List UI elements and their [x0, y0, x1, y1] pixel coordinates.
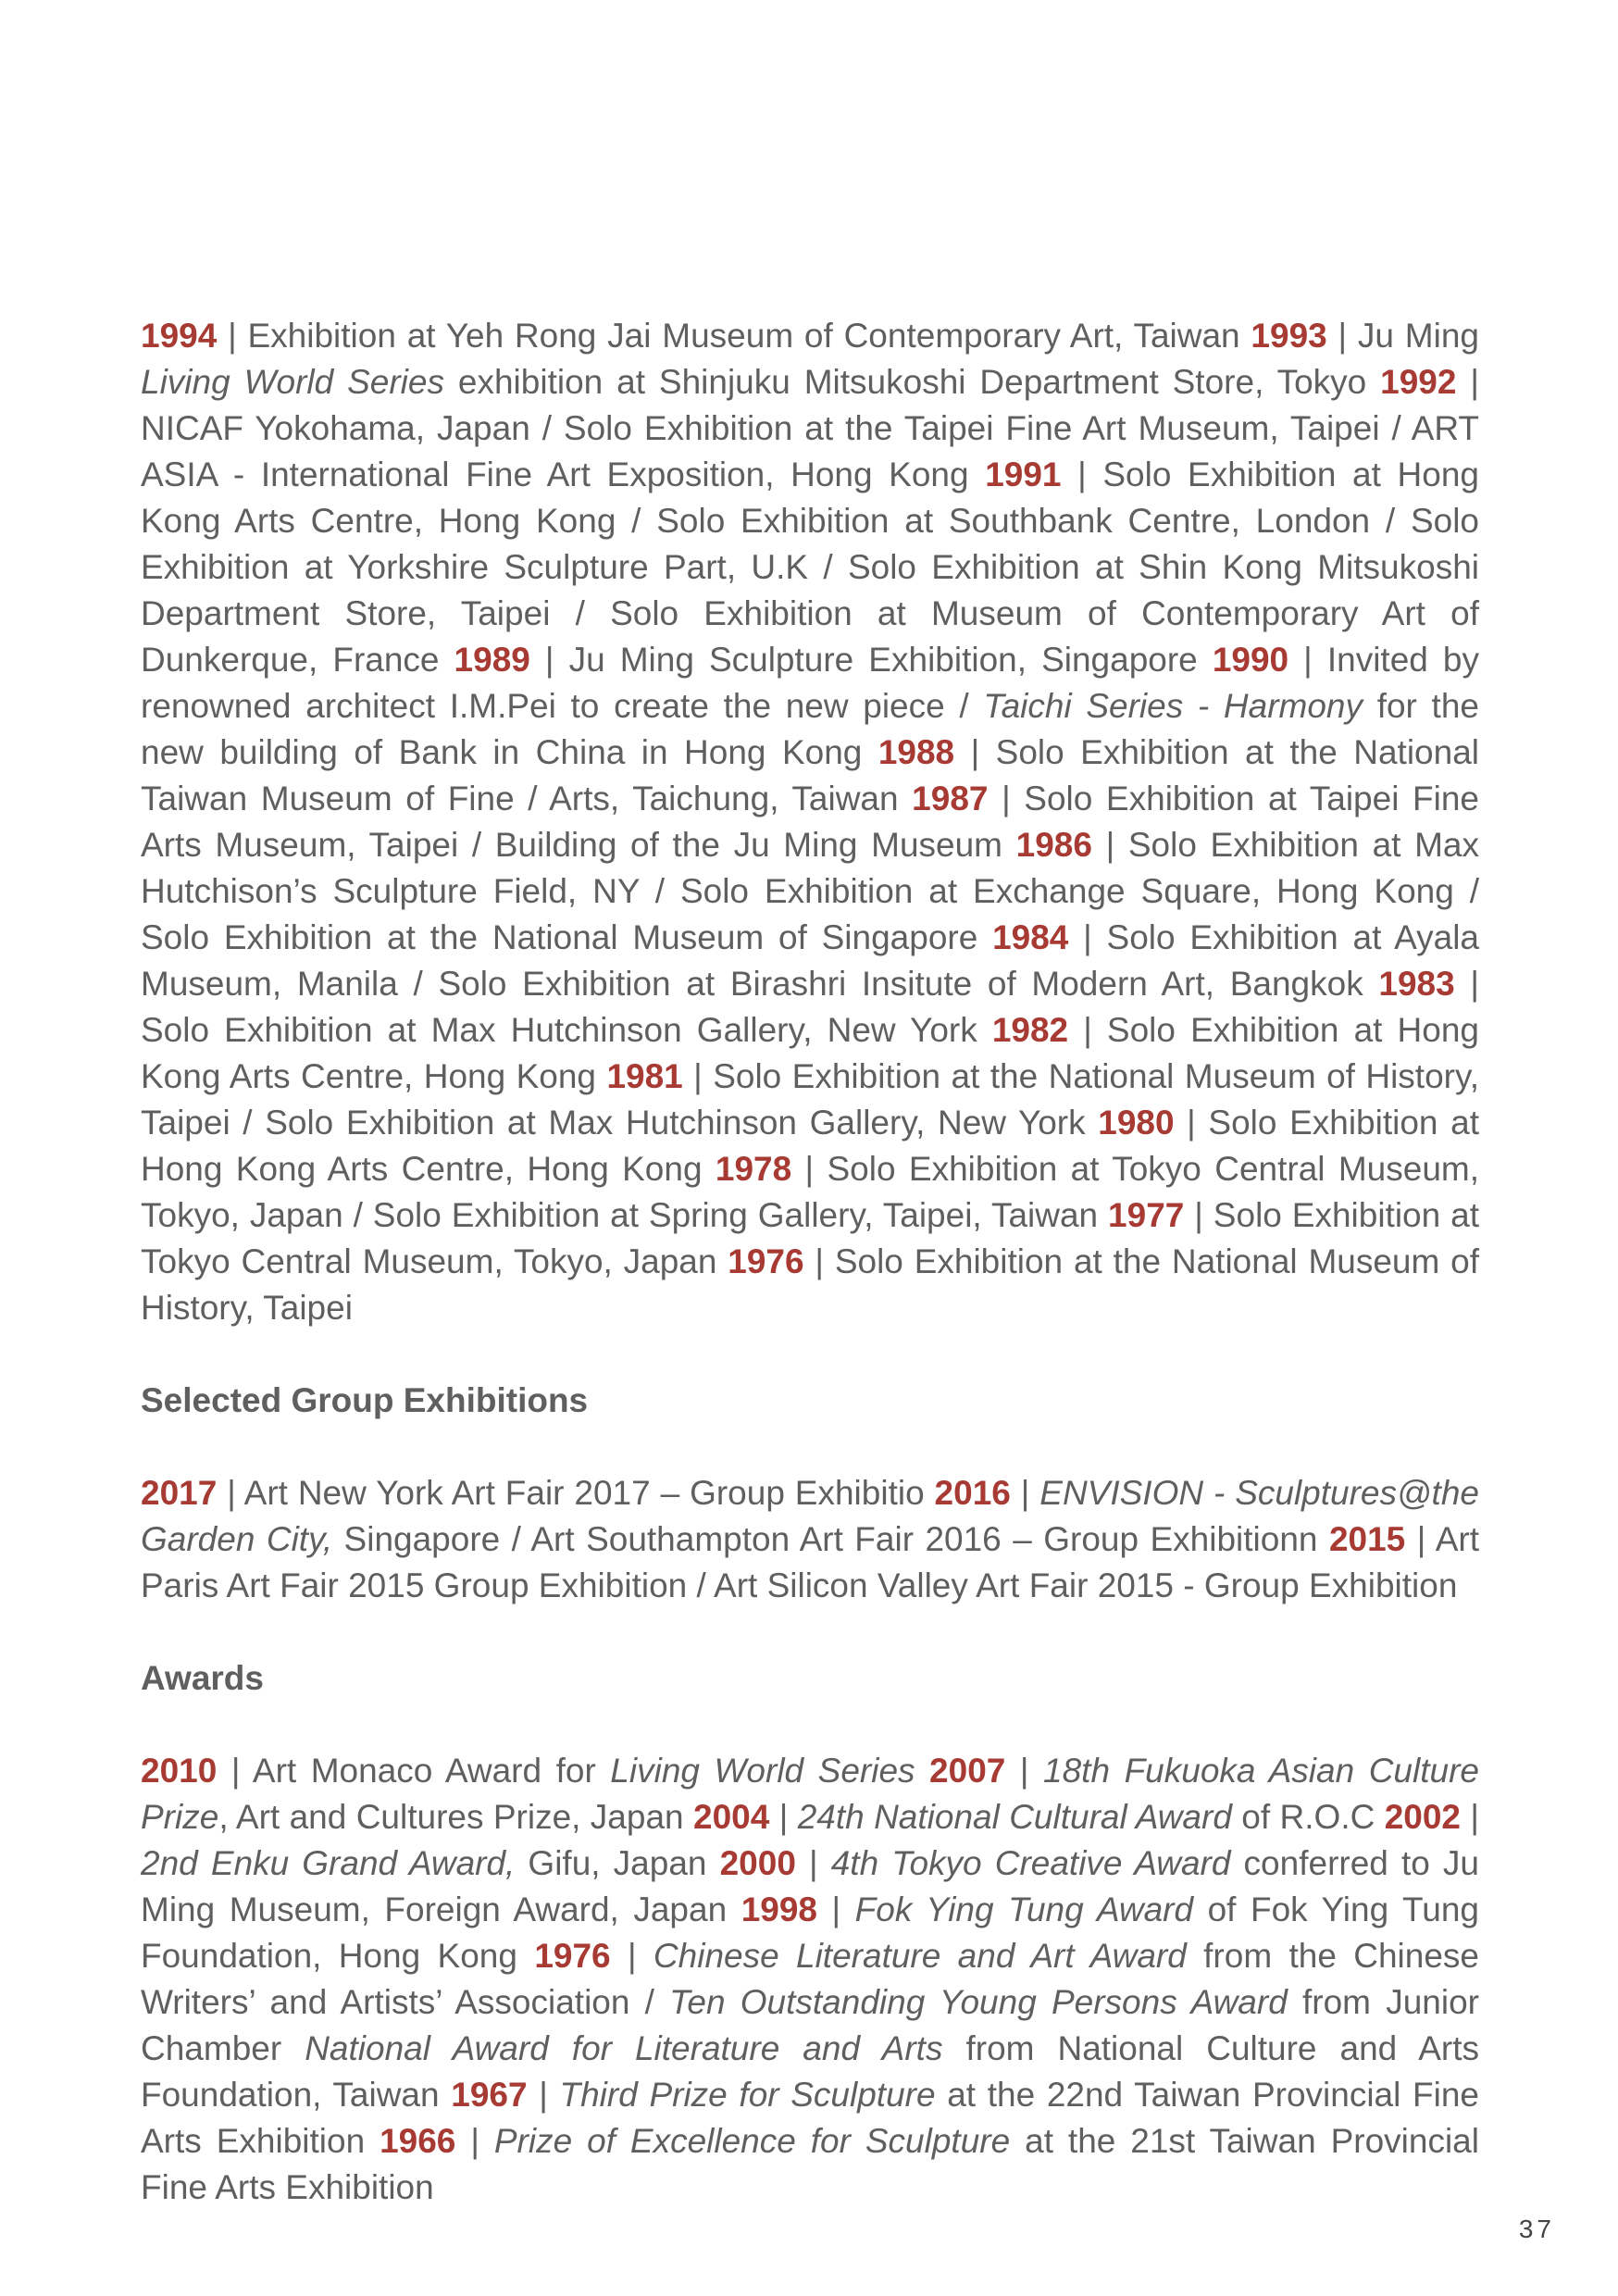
year-label: 2015 — [1328, 1520, 1406, 1558]
year-label: 1966 — [380, 2122, 456, 2160]
italic-title: Living World Series — [610, 1752, 915, 1790]
text-run: | Art New York Art Fair 2017 – Group Exhibitio — [217, 1474, 935, 1512]
text-run: of Fok Ying Tung Foundation, Hong Kong — [141, 1890, 1479, 1975]
text-run: at the 22nd Taiwan Provincial Fine Arts Exhibition — [141, 2076, 1479, 2160]
text-run: | Solo Exhibition at Tokyo Central Museum, Tokyo, Japan — [141, 1196, 1479, 1280]
year-label: 1980 — [1098, 1104, 1175, 1142]
year-label: 2000 — [719, 1844, 796, 1882]
italic-title: Prize of Excellence for Sculpture — [493, 2122, 1011, 2160]
text-run: exhibition at Shinjuku Mitsukoshi Department Store, Tokyo — [443, 363, 1381, 401]
text-run: | Solo Exhibition at Max Hutchinson Gallery, New York — [141, 965, 1479, 1049]
text-run: | — [817, 1890, 855, 1928]
awards-heading: Awards — [141, 1659, 264, 1697]
italic-title: Living World Series — [141, 363, 444, 401]
text-run: Gifu, Japan — [515, 1844, 720, 1882]
text-run: | Solo Exhibition at the National Museum of History, Taipei — [141, 1242, 1479, 1327]
italic-title: National Award for Literature and Arts — [305, 2029, 943, 2067]
text-run: from Junior Chamber — [141, 1983, 1479, 2067]
text-run: | Invited by renowned architect I.M.Pei to create the new piece / — [141, 641, 1479, 725]
text-run: | Solo Exhibition at Max Hutchison’s Sculpture Field, NY / Solo Exhibition at Exchange Square, Hong Kong / Solo Exhibition at the National Museum of Singapore — [141, 826, 1479, 956]
year-label: 1977 — [1108, 1196, 1185, 1234]
year-label: 2007 — [929, 1752, 1006, 1790]
year-label: 2002 — [1384, 1798, 1462, 1836]
italic-title: Taichi Series - Harmony — [983, 687, 1363, 725]
text-run: from National Culture and Arts Foundation, Taiwan — [141, 2029, 1479, 2114]
italic-title: Fok Ying Tung Award — [854, 1890, 1194, 1928]
text-run — [915, 1752, 930, 1790]
group-exhibitions-paragraph — [141, 1470, 1479, 1609]
text-run: | — [1010, 1474, 1040, 1512]
year-label: 1994 — [141, 317, 218, 355]
text-run: | Solo Exhibition at Tokyo Central Museum, Tokyo, Japan / Solo Exhibition at Spring Gallery, Taipei, Taiwan — [141, 1150, 1480, 1234]
text-run: | — [455, 2122, 494, 2160]
italic-title: 18th Fukuoka Asian Culture Prize — [141, 1752, 1479, 1836]
italic-title: Ten Outstanding Young Persons Award — [669, 1983, 1288, 2021]
text-run: | — [527, 2076, 560, 2114]
text-run: | Solo Exhibition at Hong Kong Arts Centre, Hong Kong / Solo Exhibition at Southbank Centre, London / Solo Exhibition at Yorkshire Sculpture Part, U.K / Solo Exhibition at Shin Kong Mitsukoshi Department Store, Taipei / Solo Exhibition at Museum of Contemporary Art of Dunkerque, France — [141, 455, 1479, 679]
year-label: 1986 — [1015, 826, 1092, 864]
text-run: | Solo Exhibition at the National Taiwan Museum of Fine / Arts, Taichung, Taiwan — [141, 733, 1479, 817]
text-run: of R.O.C — [1231, 1798, 1385, 1836]
year-label: 1976 — [534, 1937, 611, 1975]
year-label: 1981 — [606, 1057, 683, 1095]
text-run: | Exhibition at Yeh Rong Jai Museum of Contemporary Art, Taiwan — [217, 317, 1251, 355]
text-run: | Solo Exhibition at Hong Kong Arts Centre, Hong Kong — [141, 1011, 1479, 1095]
year-label: 1988 — [877, 733, 955, 771]
year-label: 1991 — [985, 455, 1062, 493]
year-label: 1983 — [1378, 965, 1455, 1003]
awards-paragraph — [141, 1748, 1479, 2211]
italic-title: ENVISION - Sculptures@the Garden City, — [141, 1474, 1479, 1558]
italic-title: Third Prize for Sculpture — [559, 2076, 936, 2114]
text-run: | Solo Exhibition at the National Museum of History, Taipei / Solo Exhibition at Max Hutchinson Gallery, New York — [141, 1057, 1480, 1142]
group-exhibitions-heading: Selected Group Exhibitions — [141, 1381, 589, 1419]
year-label: 2010 — [141, 1752, 218, 1790]
text-run: | Solo Exhibition at Taipei Fine Arts Museum, Taipei / Building of the Ju Ming Museum — [141, 780, 1479, 864]
year-label: 2004 — [693, 1798, 770, 1836]
text-run: from the Chinese Writers’ and Artists’ Association / — [141, 1937, 1480, 2021]
italic-title: 2nd Enku Grand Award, — [141, 1844, 516, 1882]
text-run: | — [1005, 1752, 1044, 1790]
text-run: | Art Paris Art Fair 2015 Group Exhibition / Art Silicon Valley Art Fair 2015 - Group Exhibition — [141, 1520, 1479, 1604]
text-run: | Solo Exhibition at Hong Kong Arts Centre, Hong Kong — [141, 1104, 1479, 1188]
text-run: | Ju Ming Sculpture Exhibition, Singapore — [529, 641, 1213, 679]
text-run: | NICAF Yokohama, Japan / Solo Exhibition at the Taipei Fine Art Museum, Taipei / ART ASIA - International Fine Art Exposition, Hong Kong — [141, 363, 1479, 493]
year-label: 1990 — [1212, 641, 1289, 679]
year-label: 1993 — [1251, 317, 1327, 355]
year-label: 1987 — [912, 780, 989, 817]
text-run: at the 21st Taiwan Provincial Fine Arts Exhibition — [141, 2122, 1479, 2206]
year-label: 2016 — [934, 1474, 1011, 1512]
text-run: Singapore / Art Southampton Art Fair 2016 – Group Exhibitionn — [332, 1520, 1329, 1558]
year-label: 1989 — [454, 641, 530, 679]
italic-title: 4th Tokyo Creative Award — [830, 1844, 1231, 1882]
year-label: 1984 — [992, 918, 1069, 956]
italic-title: Chinese Literature and Art Award — [653, 1937, 1187, 1975]
year-label: 1976 — [728, 1242, 804, 1280]
text-run: , Art and Cultures Prize, Japan — [218, 1798, 693, 1836]
year-label: 1992 — [1380, 363, 1457, 401]
text-run: | Solo Exhibition at Ayala Museum, Manila / Solo Exhibition at Birashri Insitute of Modern Art, Bangkok — [141, 918, 1479, 1003]
year-label: 2017 — [141, 1474, 218, 1512]
italic-title: 24th National Cultural Award — [797, 1798, 1232, 1836]
text-run: | — [1461, 1798, 1480, 1836]
text-run: for the new building of Bank in China in Hong Kong — [141, 687, 1479, 771]
text-run: | — [795, 1844, 831, 1882]
year-label: 1978 — [715, 1150, 792, 1188]
page-number: 37 — [1518, 2215, 1555, 2243]
text-run: | — [610, 1937, 653, 1975]
solo-exhibitions-paragraph — [141, 313, 1479, 1331]
year-label: 1998 — [741, 1890, 817, 1928]
text-run: conferred to Ju Ming Museum, Foreign Award, Japan — [141, 1844, 1480, 1928]
year-label: 1967 — [451, 2076, 528, 2114]
year-label: 1982 — [991, 1011, 1069, 1049]
document-body — [141, 313, 1479, 2211]
text-run: | — [769, 1798, 798, 1836]
text-run: | Art Monaco Award for — [217, 1752, 611, 1790]
text-run: | Ju Ming — [1326, 317, 1479, 355]
